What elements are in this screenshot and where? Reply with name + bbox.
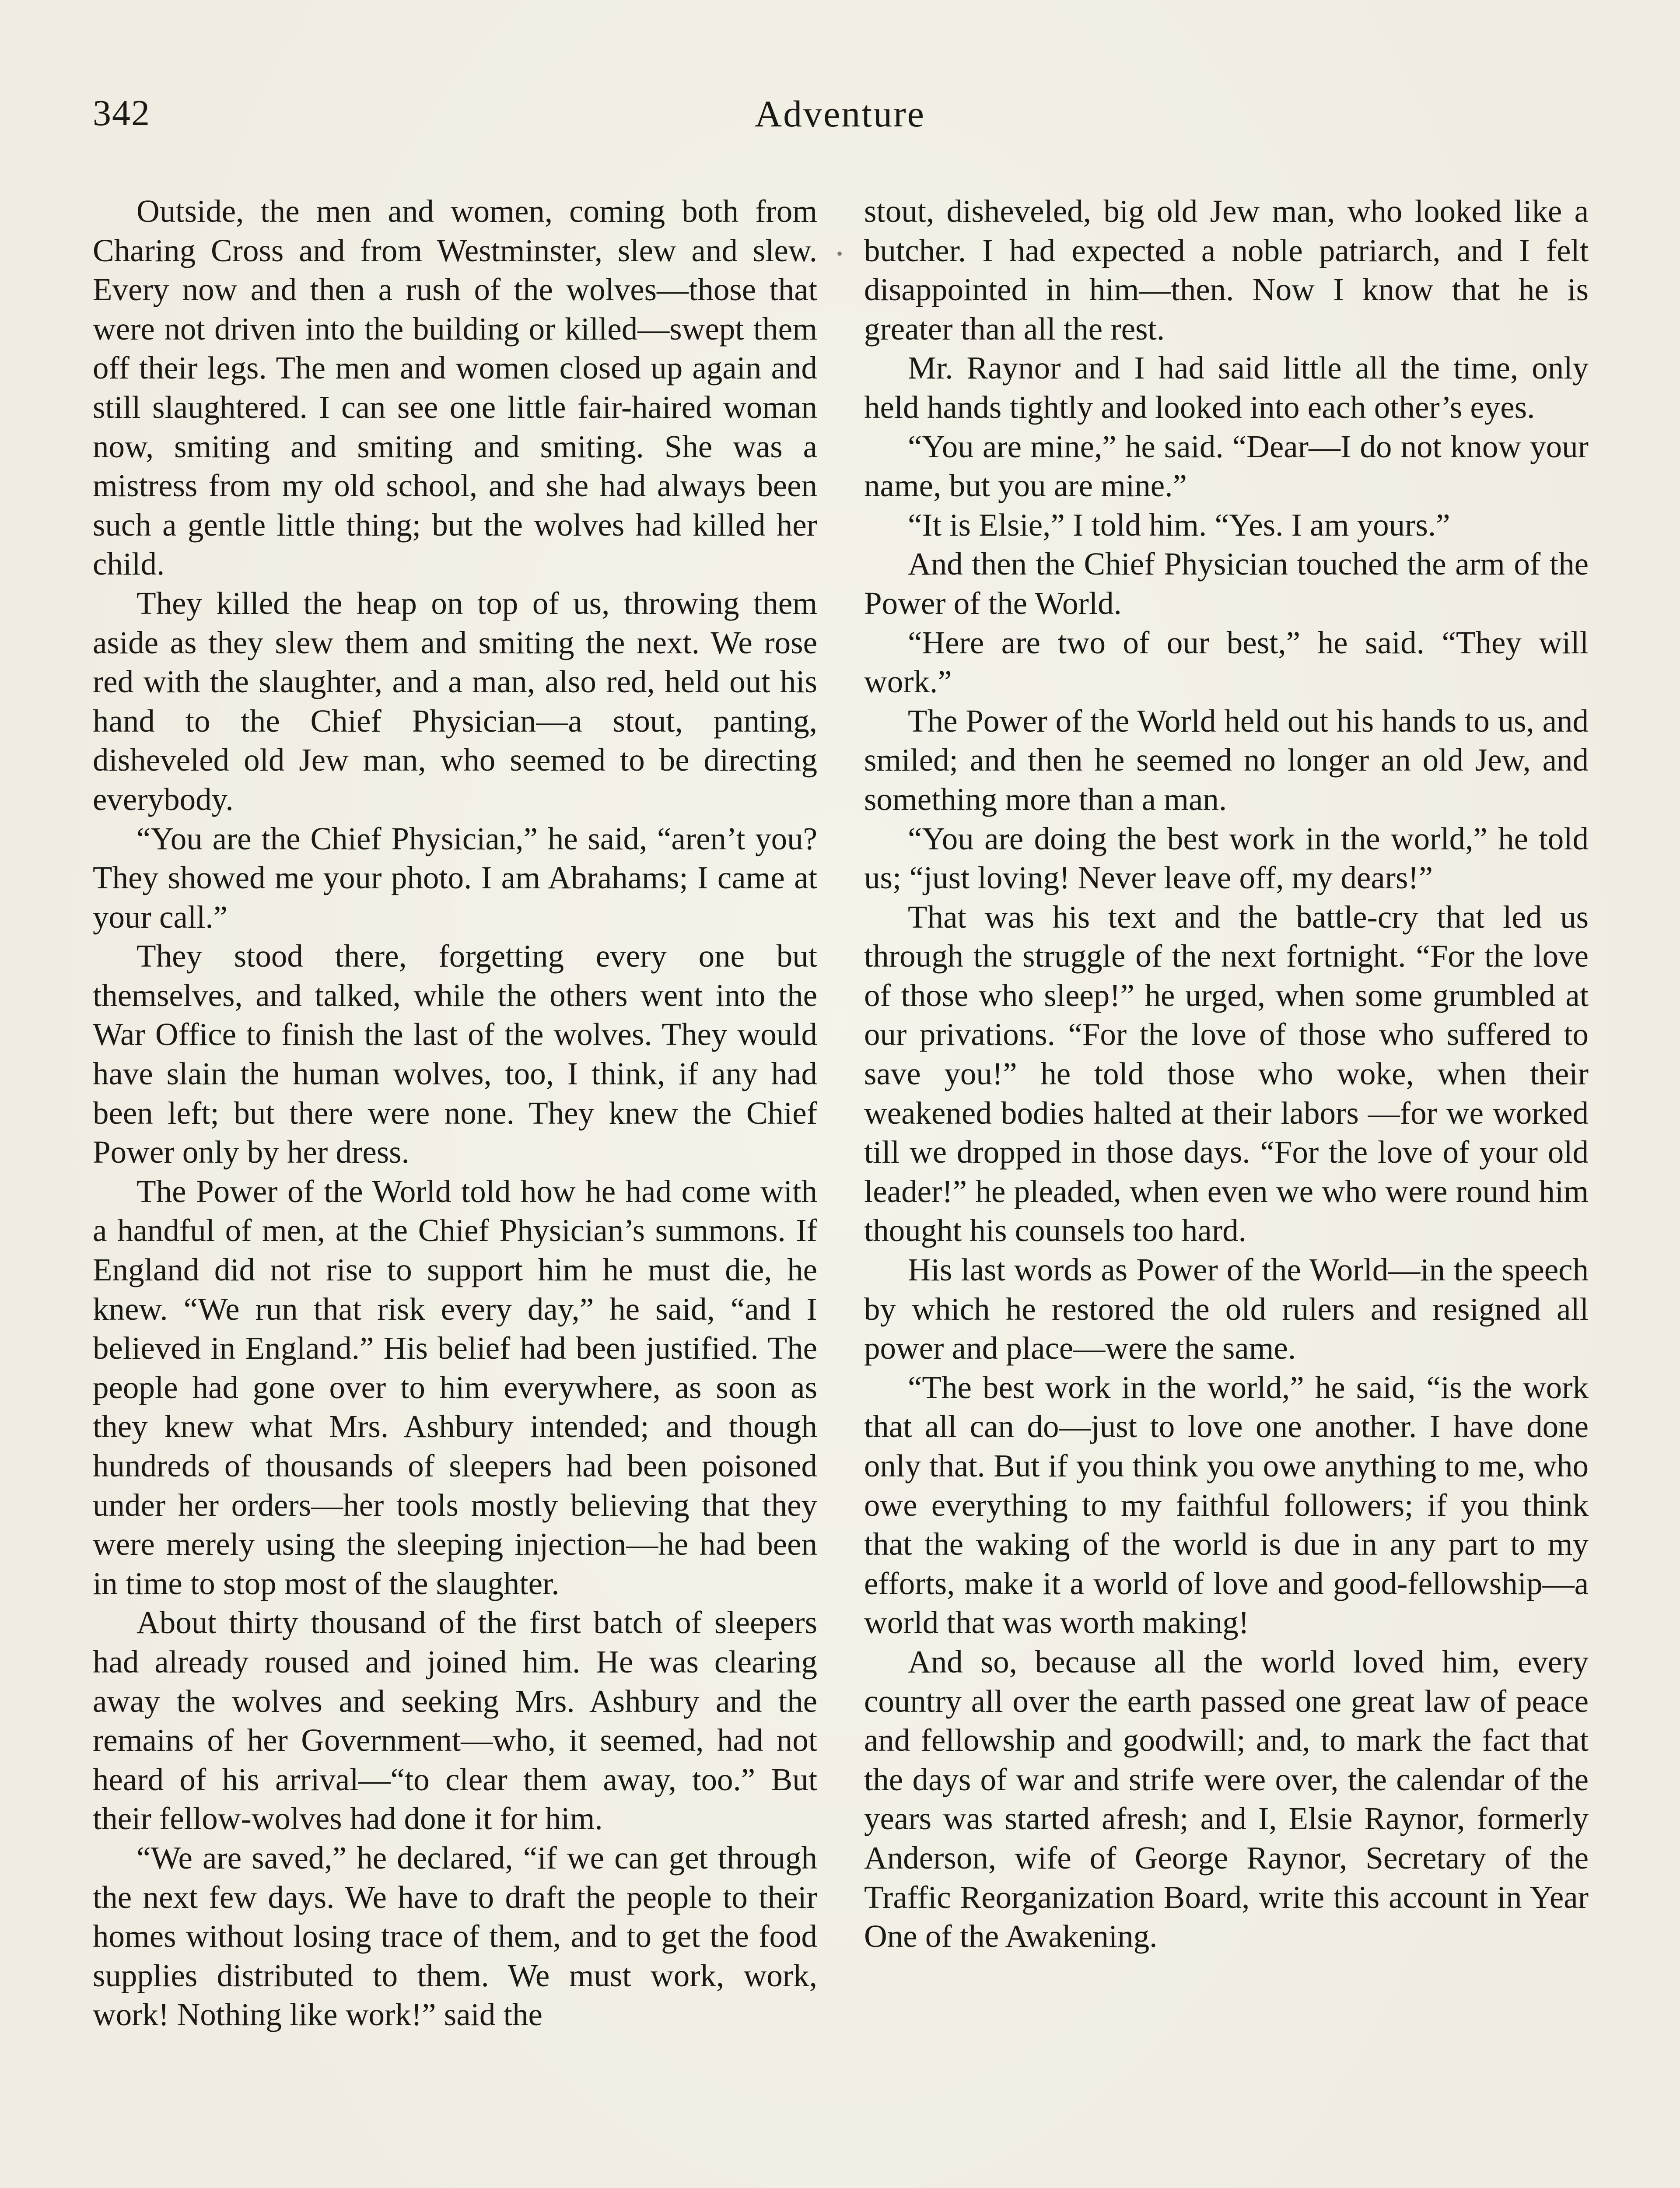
paragraph: Mr. Raynor and I had said little all the time, only held hands tightly and looked into each other’s eyes. [864,350,1589,425]
paragraph: His last words as Power of the World—in the speech by which he restored the old rulers and resigned all power and place—were the same. [864,1252,1589,1366]
paragraph: “You are doing the best work in the world,” he told us; “just loving! Never leave off, my dears!” [864,820,1589,896]
paragraph: They killed the heap on top of us, throwing them aside as they slew them and smiting the next. We rose red with the slaughter, and a man, also red, held out his hand to the Chief Physician—a stout, panting, disheveled old Jew man, who seemed to be directing everybody. [93,585,817,817]
right-column [864,192,1589,1956]
page-number: 342 [93,93,150,133]
paragraph: “We are saved,” he declared, “if we can get through the next few days. We have to draft the people to their homes without losing trace of them, and to get the food supplies distributed to them. We must work, work, work! Nothing like work!” said the [93,1840,817,2033]
left-column [93,192,817,2034]
page-header [93,92,1587,144]
paragraph: “Here are two of our best,” he said. “They will work.” [864,624,1589,700]
print-mark: • [836,244,843,263]
paragraph: The Power of the World held out his hands to us, and smiled; and then he seemed no longer an old Jew, and something more than a man. [864,703,1589,817]
paragraph: And so, because all the world loved him, every country all over the earth passed one great law of peace and fellowship and goodwill; and, to mark the fact that the days of war and strife were over, the calendar of the years was started afresh; and I, Elsie Raynor, formerly Anderson, wife of George Raynor, Secretary of the Traffic Reorganization Board, write this account in Year One of the Awakening. [864,1644,1589,1954]
paragraph: That was his text and the battle-cry that led us through the struggle of the next fortnight. “For the love of those who sleep!” he urged, when some grumbled at our privations. “For the love of those who suffered to save you!” he told those who woke, when their weakened bodies halted at their labors —for we worked till we dropped in those days. “For the love of your old leader!” he pleaded, when even we who were round him thought his counsels too hard. [864,899,1589,1248]
paragraph: And then the Chief Physician touched the arm of the Power of the World. [864,546,1589,621]
paragraph-continuation: stout, disheveled, big old Jew man, who looked like a butcher. I had expected a noble patriarch, and I felt disappointed in him—then. Now I know that he is greater than all the rest. [864,193,1589,347]
paragraph: They stood there, forgetting every one but themselves, and talked, while the others went into the War Office to finish the last of the wolves. They would have slain the human wolves, too, I think, if any had been left; but there were none. They knew the Chief Power only by her dress. [93,938,817,1170]
paragraph: “It is Elsie,” I told him. “Yes. I am yours.” [908,507,1450,543]
paragraph: About thirty thousand of the first batch of sleepers had already roused and joined him. He was clearing away the wolves and seeking Mrs. Ashbury and the remains of her Government—who, it seemed, had not heard of his arrival—“to clear them away, too.” But their fellow-wolves had done it for him. [93,1605,817,1837]
paragraph: “You are mine,” he said. “Dear—I do not know your name, but you are mine.” [864,428,1589,504]
paragraph: “You are the Chief Physician,” he said, “aren’t you? They showed me your photo. I am Abrahams; I came at your call.” [93,820,817,935]
paragraph: Outside, the men and women, coming both from Charing Cross and from Westminster, slew and slew. Every now and then a rush of the wolves—those that were not driven into the building or killed—swept them off their legs. The men and women closed up again and still slaughtered. I can see one little fair-haired woman now, smiting and smiting and smiting. She was a mistress from my old school, and she had always been such a gentle little thing; but the wolves had killed her child. [93,193,817,582]
paragraph: The Power of the World told how he had come with a handful of men, at the Chief Physician’s summons. If England did not rise to support him he must die, he knew. “We run that risk every day,” he said, “and I believed in England.” His belief had been justified. The people had gone over to him everywhere, as soon as they knew what Mrs. Ashbury intended; and though hundreds of thousands of sleepers had been poisoned under her orders—her tools mostly believing that they were merely using the sleeping injection—he had been in time to stop most of the slaughter. [93,1173,817,1601]
paragraph: “The best work in the world,” he said, “is the work that all can do—just to love one another. I have done only that. But if you think you owe anything to me, who owe everything to my faithful followers; if you think that the waking of the world is due in any part to my efforts, make it a world of love and good-fellowship—a world that was worth making! [864,1369,1589,1641]
running-title: Adventure [755,93,925,135]
